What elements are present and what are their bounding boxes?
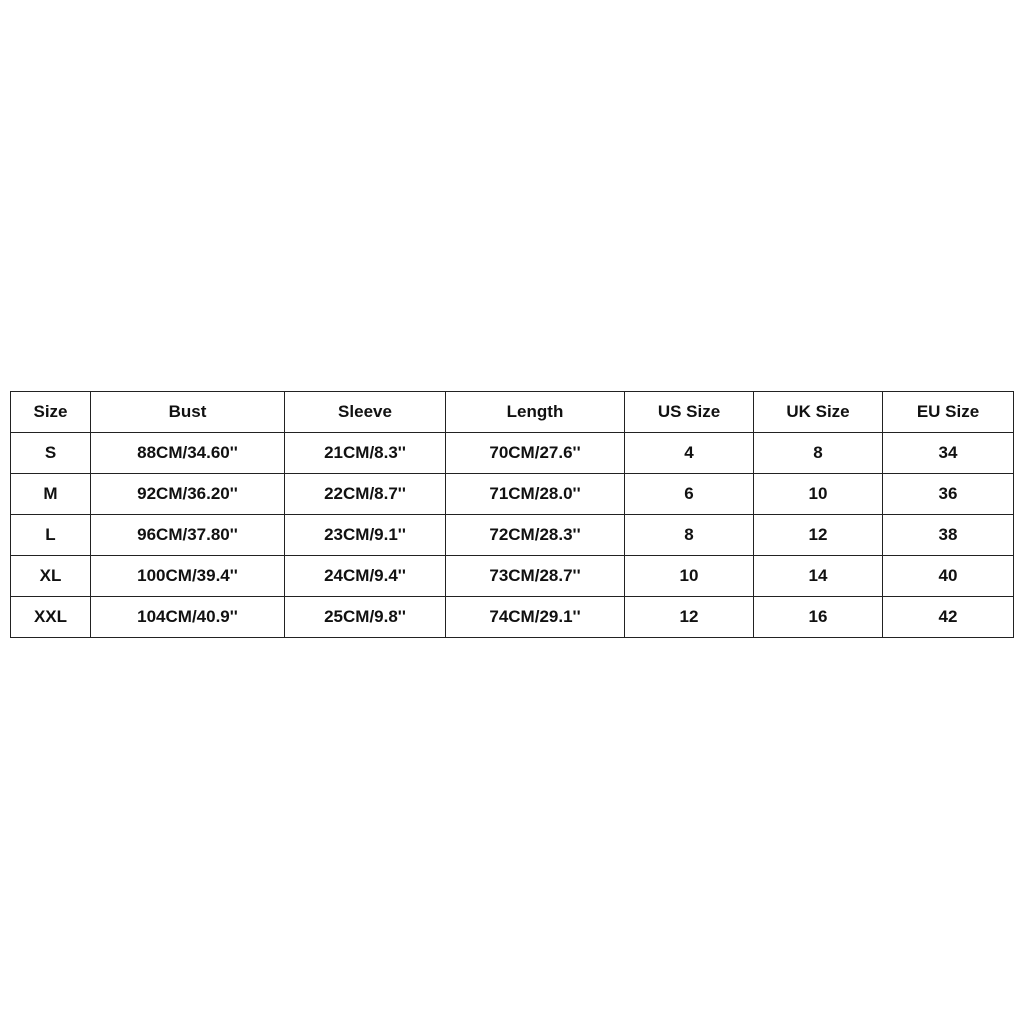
table-row: [11, 556, 1014, 597]
cell-bust: 92CM/36.20'': [91, 474, 285, 515]
cell-eu-size: 34: [883, 433, 1014, 474]
cell-eu-size: 42: [883, 597, 1014, 638]
header-bust: Bust: [91, 392, 285, 433]
cell-eu-size: 38: [883, 515, 1014, 556]
cell-length: 70CM/27.6'': [446, 433, 625, 474]
cell-bust: 100CM/39.4'': [91, 556, 285, 597]
header-uk-size: UK Size: [754, 392, 883, 433]
cell-size: XL: [11, 556, 91, 597]
header-size: Size: [11, 392, 91, 433]
cell-us-size: 12: [625, 597, 754, 638]
cell-us-size: 10: [625, 556, 754, 597]
cell-size: XXL: [11, 597, 91, 638]
cell-length: 72CM/28.3'': [446, 515, 625, 556]
cell-length: 73CM/28.7'': [446, 556, 625, 597]
cell-uk-size: 14: [754, 556, 883, 597]
cell-eu-size: 40: [883, 556, 1014, 597]
cell-size: L: [11, 515, 91, 556]
cell-uk-size: 12: [754, 515, 883, 556]
header-us-size: US Size: [625, 392, 754, 433]
cell-uk-size: 10: [754, 474, 883, 515]
table-row: [11, 597, 1014, 638]
header-length: Length: [446, 392, 625, 433]
table-row: [11, 474, 1014, 515]
header-sleeve: Sleeve: [285, 392, 446, 433]
cell-us-size: 4: [625, 433, 754, 474]
cell-length: 74CM/29.1'': [446, 597, 625, 638]
table-row: [11, 433, 1014, 474]
cell-size: S: [11, 433, 91, 474]
cell-eu-size: 36: [883, 474, 1014, 515]
cell-bust: 88CM/34.60'': [91, 433, 285, 474]
cell-sleeve: 24CM/9.4'': [285, 556, 446, 597]
cell-us-size: 8: [625, 515, 754, 556]
cell-sleeve: 25CM/9.8'': [285, 597, 446, 638]
cell-size: M: [11, 474, 91, 515]
cell-us-size: 6: [625, 474, 754, 515]
cell-sleeve: 23CM/9.1'': [285, 515, 446, 556]
header-eu-size: EU Size: [883, 392, 1014, 433]
cell-uk-size: 8: [754, 433, 883, 474]
size-chart-table: [10, 391, 1014, 638]
cell-sleeve: 22CM/8.7'': [285, 474, 446, 515]
table-row: [11, 515, 1014, 556]
cell-uk-size: 16: [754, 597, 883, 638]
cell-bust: 96CM/37.80'': [91, 515, 285, 556]
header-row: [11, 392, 1014, 433]
cell-sleeve: 21CM/8.3'': [285, 433, 446, 474]
cell-length: 71CM/28.0'': [446, 474, 625, 515]
cell-bust: 104CM/40.9'': [91, 597, 285, 638]
